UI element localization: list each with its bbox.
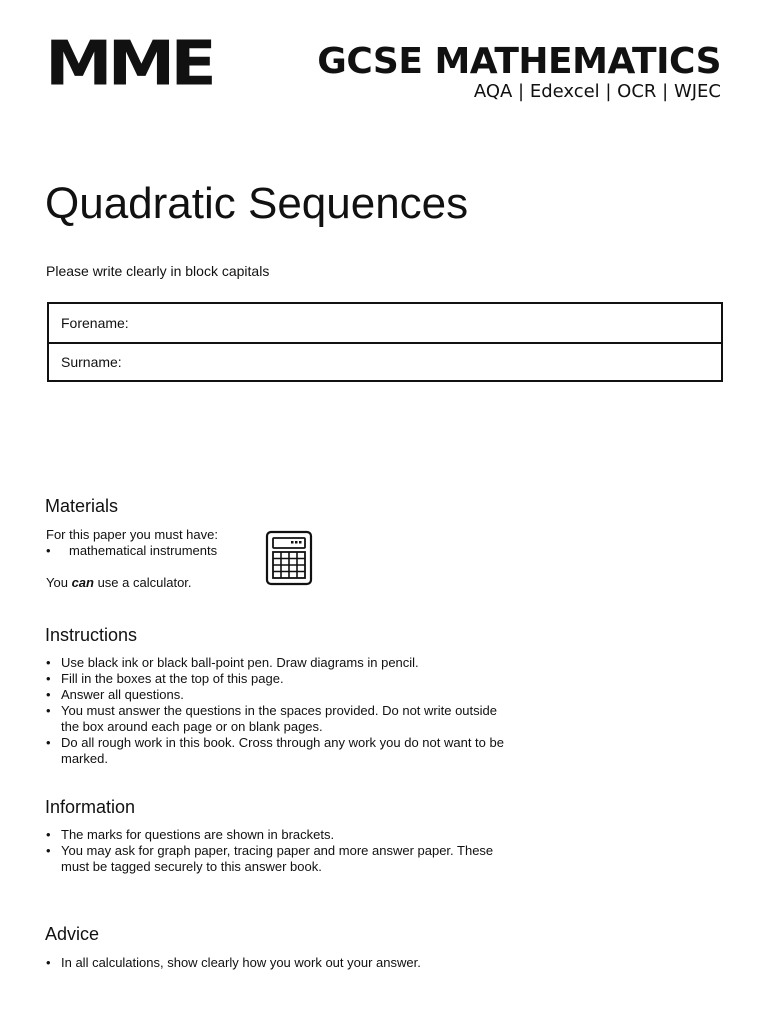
advice-list (46, 955, 546, 971)
surname-label: Surname: (61, 354, 122, 370)
instruction-item: • Use black ink or black ball-point pen. Draw diagrams in pencil. (46, 655, 506, 671)
instructions-heading: Instructions (45, 625, 138, 645)
exam-boards: AQA | Edexcel | OCR | WJEC (473, 81, 721, 102)
calculator-emphasis: can (71, 575, 94, 590)
name-box (47, 302, 723, 382)
forename-label: Forename: (61, 315, 129, 331)
materials-text (46, 527, 246, 559)
block-capitals-instruction: Please write clearly in block capitals (46, 263, 270, 279)
materials-list (46, 543, 246, 559)
instruction-item: • Do all rough work in this book. Cross through any work you do not want to be marked. (46, 735, 506, 767)
information-heading: Information (45, 797, 136, 817)
mme-logo: MME (45, 28, 212, 100)
advice-heading: Advice (45, 924, 100, 944)
materials-heading: Materials (45, 496, 119, 516)
page-title: Quadratic Sequences (45, 179, 469, 228)
instruction-item: • Answer all questions. (46, 687, 506, 703)
information-item: • The marks for questions are shown in brackets. (46, 827, 496, 843)
surname-field[interactable] (49, 342, 721, 378)
subject-title: GCSE MATHEMATICS (317, 41, 721, 82)
advice-item: • In all calculations, show clearly how you work out your answer. (46, 955, 546, 971)
forename-field[interactable] (49, 304, 721, 342)
materials-item: • mathematical instruments (46, 543, 246, 559)
materials-intro: For this paper you must have: (46, 527, 218, 542)
information-list (46, 827, 496, 875)
information-item: • You may ask for graph paper, tracing paper and more answer paper. These must be tagged securely to this answer book. (46, 843, 496, 875)
instruction-item: • You must answer the questions in the spaces provided. Do not write outside the box around each page or on blank pages. (46, 703, 506, 735)
instruction-item: • Fill in the boxes at the top of this page. (46, 671, 506, 687)
instructions-list (46, 655, 506, 767)
calculator-note: You can use a calculator. (46, 575, 192, 590)
calculator-icon (265, 530, 313, 591)
